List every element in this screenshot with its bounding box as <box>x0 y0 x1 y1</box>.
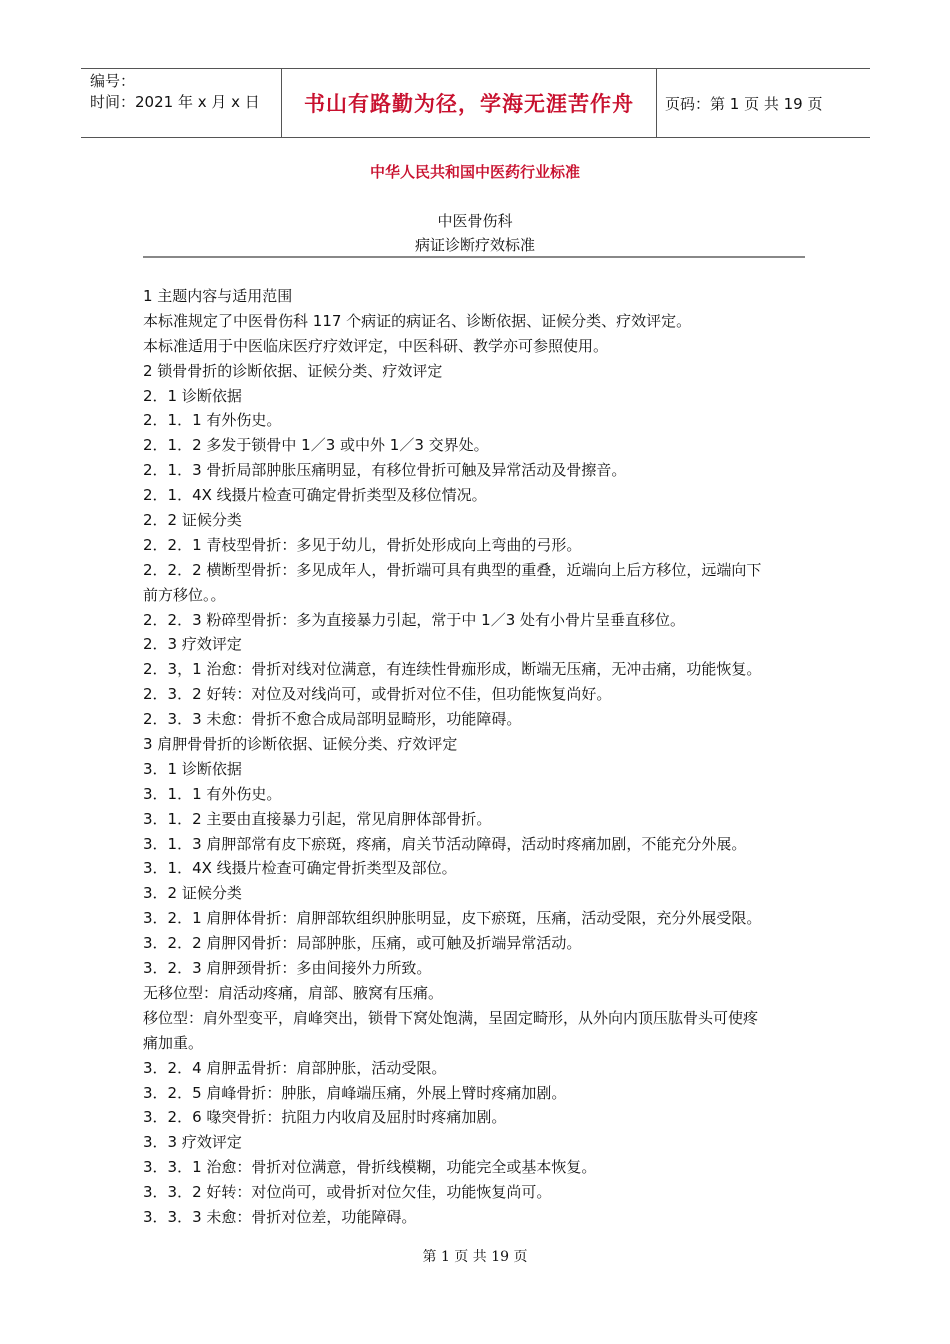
body-line: 1 主题内容与适用范围 <box>143 287 293 305</box>
document-body <box>143 284 813 1230</box>
body-line: 3．1．1 有外伤史。 <box>143 784 282 803</box>
body-line: 3．1．4X 线摄片检查可确定骨折类型及部位。 <box>143 859 457 878</box>
body-line: 2．2 证候分类 <box>143 511 242 530</box>
body-line: 2．2．2 横断型骨折：多见成年人，骨折端可具有典型的重叠，近端向上后方移位，远端向下 <box>143 560 762 579</box>
body-line: 3．2．2 肩胛冈骨折：局部肿胀，压痛，或可触及折端异常活动。 <box>143 934 582 953</box>
body-line: 2．1．4X 线摄片检查可确定骨折类型及移位情况。 <box>143 486 487 505</box>
body-line: 3．3．3 未愈：骨折对位差，功能障碍。 <box>143 1207 417 1226</box>
body-line: 无移位型：肩活动疼痛，肩部、腋窝有压痛。 <box>143 983 444 1002</box>
body-line: 2．1．1 有外伤史。 <box>143 411 282 430</box>
body-line: 移位型：肩外型变平，肩峰突出，锁骨下窝处饱满，呈固定畸形，从外向内顶压肱骨头可使疼 <box>143 1008 759 1027</box>
document-title-line2: 病证诊断疗效标准 <box>414 236 535 254</box>
body-line: 2．2．3 粉碎型骨折：多为直接暴力引起，常于中 1／3 处有小骨片呈垂直移位。 <box>143 610 686 629</box>
body-line: 2．3 疗效评定 <box>143 635 242 654</box>
body-line: 本标准规定了中医骨伤科 117 个病证的病证名、诊断依据、证候分类、疗效评定。 <box>143 311 692 330</box>
code-label: 编号： <box>90 72 136 90</box>
body-line: 痛加重。 <box>143 1033 204 1052</box>
body-line: 3．1．2 主要由直接暴力引起，常见肩胛体部骨折。 <box>143 809 492 828</box>
body-line: 前方移位。。 <box>143 585 226 604</box>
body-line: 3．2．3 肩胛颈骨折：多由间接外力所致。 <box>143 959 432 978</box>
body-line: 3．2．4 肩胛盂骨折：肩部肿胀，活动受限。 <box>143 1058 447 1077</box>
body-line: 3．2．6 喙突骨折：抗阻力内收肩及屈肘时疼痛加剧。 <box>143 1108 507 1127</box>
header-motto: 书山有路勤为径，学海无涯苦作舟 <box>281 69 657 137</box>
body-line: 本标准适用于中医临床医疗疗效评定，中医科研、教学亦可参照使用。 <box>143 336 609 355</box>
body-line: 2．1．2 多发于锁骨中 1／3 或中外 1／3 交界处。 <box>143 436 489 455</box>
body-line: 3．3．1 治愈：骨折对位满意，骨折线模糊，功能完全或基本恢复。 <box>143 1158 597 1177</box>
body-line: 2．2．1 青枝型骨折：多见于幼儿，骨折处形成向上弯曲的弓形。 <box>143 535 582 554</box>
title-divider <box>143 256 805 258</box>
page-footer: 第 1 页 共 19 页 <box>422 1249 528 1265</box>
body-line: 3．1．3 肩胛部常有皮下瘀斑，疼痛，肩关节活动障碍，活动时疼痛加剧，不能充分外展。 <box>143 834 747 853</box>
body-line: 2 锁骨骨折的诊断依据、证候分类、疗效评定 <box>143 361 443 380</box>
body-line: 3．1 诊断依据 <box>143 759 242 778</box>
body-line: 2．1．3 骨折局部肿胀压痛明显，有移位骨折可触及异常活动及骨擦音。 <box>143 461 627 480</box>
body-line: 3．2．5 肩峰骨折：肿胀，肩峰端压痛，外展上臂时疼痛加剧。 <box>143 1083 567 1102</box>
body-line: 3．2 证候分类 <box>143 884 242 903</box>
body-line: 3．3．2 好转：对位尚可，或骨折对位欠佳，功能恢复尚可。 <box>143 1183 552 1202</box>
header-meta <box>81 69 281 139</box>
body-line: 2．3，1 治愈：骨折对线对位满意，有连续性骨痂形成，断端无压痛，无冲击痛，功能恢复。 <box>143 660 762 679</box>
page-header <box>81 68 870 138</box>
date-label: 时间：2021 年 x 月 x 日 <box>90 93 260 111</box>
standard-title: 中华人民共和国中医药行业标准 <box>369 163 580 181</box>
body-line: 2．3．3 未愈：骨折不愈合成局部明显畸形，功能障碍。 <box>143 710 522 729</box>
document-title-line1: 中医骨伤科 <box>437 212 513 230</box>
body-line: 3．2．1 肩胛体骨折：肩胛部软组织肿胀明显，皮下瘀斑，压痛，活动受限，充分外展受限。 <box>143 909 762 928</box>
body-line: 2．3．2 好转：对位及对线尚可，或骨折对位不佳，但功能恢复尚好。 <box>143 685 612 704</box>
body-line: 2．1 诊断依据 <box>143 386 242 405</box>
body-line: 3 肩胛骨骨折的诊断依据、证候分类、疗效评定 <box>143 735 458 754</box>
header-page-number: 页码：第 1 页 共 19 页 <box>665 94 823 113</box>
body-line: 3．3 疗效评定 <box>143 1133 242 1152</box>
